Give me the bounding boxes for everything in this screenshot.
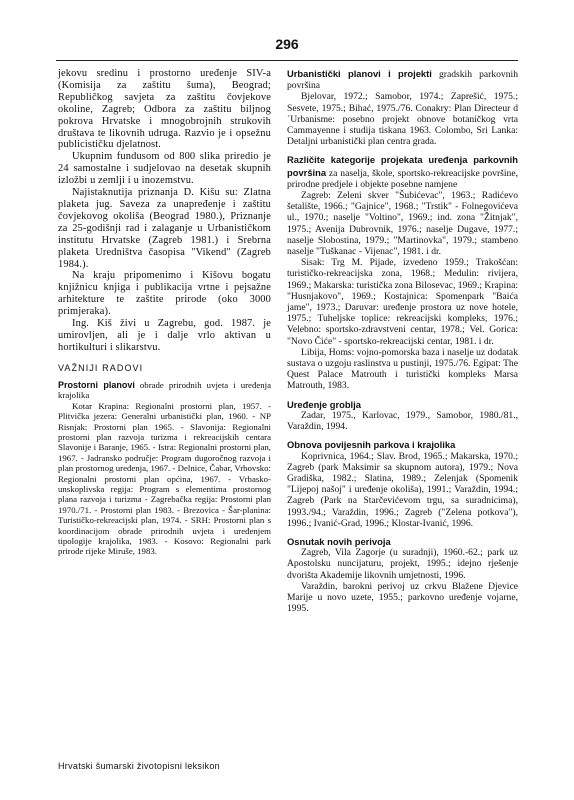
works-section-spatial-plans <box>58 380 271 557</box>
section-title: Osnutak novih perivoja <box>287 535 391 547</box>
header-rule <box>56 60 518 61</box>
biography-paragraph: Najistaknutija priznanja D. Kišu su: Zlatna plaketa jug. Saveza za unapređenje i zaštitu čovjekovog okoliša (Beograd 1980.), Priznanje za 25-godišnji rad i zalaganje u Urbanističkom institutu Hrvatske (Zagreb 1981.) i Srebrna plaketa Uredništva časopisa "Vikend" (Zagreb 1984.). <box>58 187 271 270</box>
section-text: Kotar Krapina: Regionalni prostorni plan, 1957. - Plitvička jezera: Generalni urbanistički plan, 1960. - NP Risnjak: Prostorni plan 1965. - Slavonija: Regionalni prostorni plan razvoja turizma i rekreacijskih centara Slavonije i Baranje, 1965. - Istra: Regionalni prostorni plan, 1967. - Jadransko područje: Program dugoročnog razvoja i plan prostornog uređenja, 1967. - Delnice, Čabar, Vrbovsko: Regionalni prostorni plan općina, 1967. - Vrbasko-unskoplivska regija: Program s elementima prostornog plana razvoja i turizma - Zagrebačka regija: Prostorni plan 1970./71. - Prostorni plan 1983. - Brezovica - Šar-planina: Turističko-rekreacijski plan, 1974. - SRH: Prostorni plan s koordinacijom obrade prirodnih uvjeta i uređenjem tipologije krajolika, 1983. - Kosovo: Regionalni park prirode rijeke Miruše, 1983. <box>58 400 271 557</box>
page-number: 296 <box>275 36 299 52</box>
section-text: Zadar, 1975., Karlovac, 1979., Samobor, 1980./81., Varaždin, 1994. <box>287 409 518 433</box>
section-title: Obnova povijesnih parkova i krajolika <box>287 439 456 451</box>
section-text: Sisak: Trg M. Pijade, izvedeno 1959.; Trakošćan: turističko-rekreacijska zona, 1968.; Medulin: rivijera, 1969.; Makarska: turistička zona Bilosevac, 1969.; Krapina: "Husnjakovo", 1969.; Kostajnica: Spomenpark "Baića jame", 1973.; Daruvar: uređenje prostora uz nove hotele, 1975.; Tuheljske toplice: rekreacijski kompleks, 1976.; Velebno: sportsko-zdravstveni centar, 1978.; Vel. Gorica: "Novo Čiće" - sportsko-rekreacijski centar, 1981. i dr. <box>287 257 518 347</box>
biography-paragraph: jekovu sredinu i prostorno uređenje SIV-a (Komisija za zaštitu šuma), Beograd; Republičkog savjeta za zaštitu čovjekove okoline, Zagreb; Odbora za zaštitu biljnog pokrova Hrvatske i mnogobrojnih strukovih društava te likovnih udruga. Razvio je i opsežnu publicističku djelatnost. <box>58 68 271 151</box>
section-text: Koprivnica, 1964.; Slav. Brod, 1965.; Makarska, 1970.; Zagreb (park Maksimir sa skupnom autora), 1979.; Nova Gradiška, 1982.; Slatina, 1989.; Zelenjak (Spomenik "Lijepoj našoj" i uređenje okoliša), 1991.; Varaždin, 1994.; Zagreb (Park na Starčevićevom trgu, sa suradnicima), 1993./94.; Varaždin, 1996.; Zagreb ("Zelena potkova"), 1996.; Ivanić-Grad, 1996.; Klostar-Ivanić, 1996. <box>287 450 518 529</box>
section-title: Urbanistički planovi i projekti <box>287 68 432 79</box>
right-column <box>287 68 518 614</box>
works-heading: VAŽNIJI RADOVI <box>58 362 144 373</box>
section-text: Varaždin, barokni perivoj uz crkvu Blažene Djevice Marije u novo uzete, 1955.; parkovno uređenje vojarne, 1995. <box>287 580 518 615</box>
left-column <box>58 68 271 557</box>
section-text: Bjelovar, 1972.; Samobor, 1974.; Zaprešić, 1975.; Sesvete, 1975.; Bihać, 1975./76. Conakry: Plan Directeur d´Urbanisme: posebno projekt obnove botaničkog vrta Cammayenne i studija tiskana 1963. Colombo, Sri Lanka: Detaljni urbanistički plan centra grada. <box>287 91 518 148</box>
footer-title: Hrvatski šumarski životopisni leksikon <box>58 761 220 771</box>
section-title-rest: gradskih parkovnih površina <box>287 69 518 92</box>
biography-paragraph: Na kraju pripomenimo i Kišovu bogatu knjižnicu knjiga i publikacija vrtne i pejsažne arhitekture te zaštite prirode (oko 3000 primjeraka). <box>58 270 271 318</box>
section-text: Zagreb: Zeleni skver "Šubićevac", 1963.; Radićevo šetalište, 1966.; "Gajnice", 1968.; "Trstik" - Folnegovićeva ul., 1970.; naselje "Voltino", 1969.; ind. zona "Žitnjak", 1975.; Avenija Dubrovnik, 1976.; naselje Dugave, 1977.; naselje Slobostina, 1979.; "Martinovka", 1979.; stambeno naselje "Tuškanac - Vijenac", 1981. i dr. <box>287 190 518 258</box>
section-title-rest: obrade prirodnih uvjeta i uređenja krajolika <box>58 379 271 401</box>
biography-paragraph: Ukupnim fundusom od 800 slika priredio je 24 samostalne i sudjelovao na desetak skupnih izložbi u zemlji i u inozemstvu. <box>58 151 271 187</box>
section-title: Prostorni planovi <box>58 379 135 390</box>
biography-paragraph: Ing. Kiš živi u Zagrebu, god. 1987. je umirovljen, ali je i dalje vrlo aktivan u hortikulturi i slikarstvu. <box>58 318 271 353</box>
section-text: Libija, Homs: vojno-pomorska baza i naselje uz dodatak sustava o uzgoju raslinstva u pustinji, 1975./76. Egipat: The Quest Palace Matrouth i turistički kompleks Marsa Matrouth, 1983. <box>287 346 518 392</box>
section-title: Uređenje groblja <box>287 398 361 410</box>
section-title-rest: za naselja, škole, sportsko-rekreacijske površine, prirodne predjele i objekte posebne namjene <box>287 167 518 190</box>
section-text: Zagreb, Vila Zagorje (u suradnji), 1960.-62.; park uz Apostolsku nuncijaturu, projekt, 1995.; idejno rješenje dvorišta Akademije likovnih umjetnosti, 1996. <box>287 547 518 581</box>
section-title: Različite kategorije projekata uređenja parkovnih površina <box>287 154 518 178</box>
